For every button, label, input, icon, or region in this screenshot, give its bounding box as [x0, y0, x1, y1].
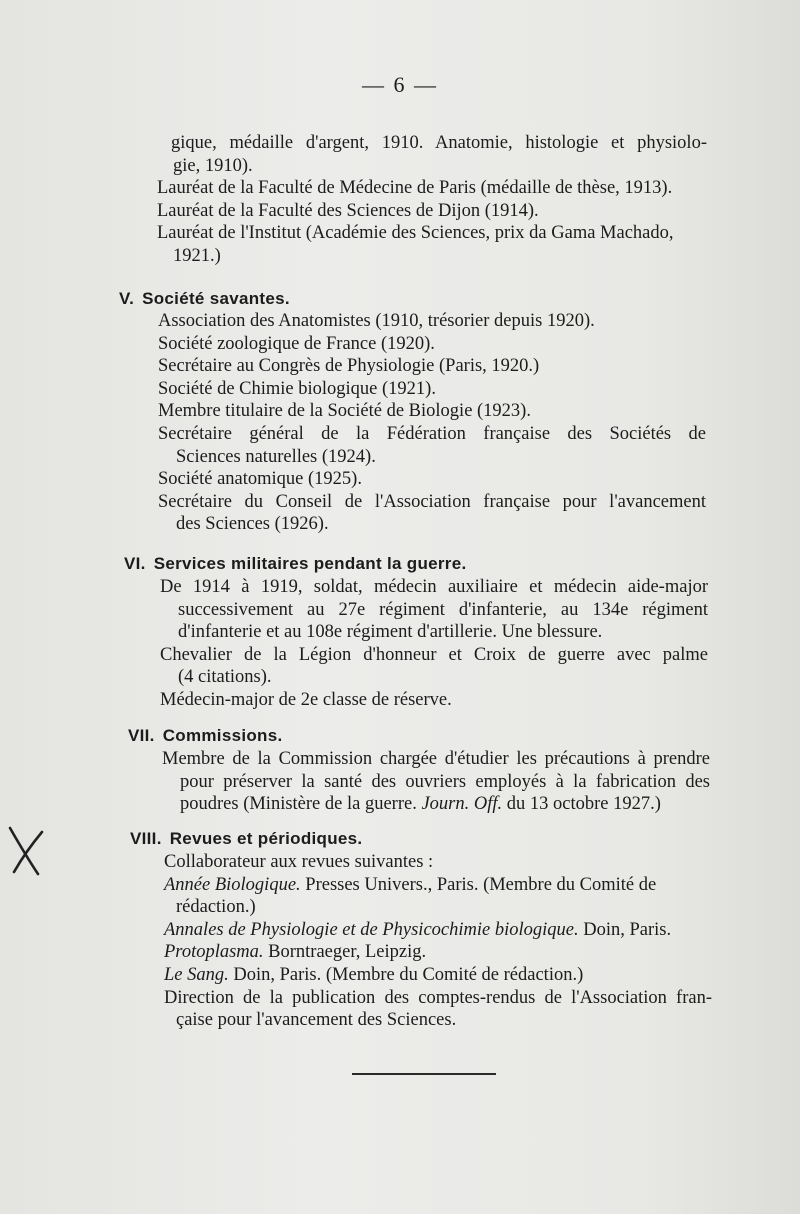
journal-title: Annales de Physiologie et de Physicochimie biologique. — [164, 919, 579, 940]
section-line — [164, 964, 712, 987]
journal-publisher: Doin, Paris. — [583, 919, 672, 940]
section-line: (4 citations). — [178, 667, 272, 688]
section-line: Membre titulaire de la Société de Biologie (1923). — [158, 401, 531, 422]
section-heading-vii — [128, 726, 283, 746]
intro-line: Lauréat de la Faculté des Sciences de Dijon (1914). — [157, 200, 539, 221]
section-vii-body — [162, 748, 710, 816]
section-title: Revues et périodiques. — [169, 829, 363, 848]
journal-publisher: Doin, Paris. (Membre du Comité de rédaction.) — [233, 964, 584, 985]
section-heading-vi — [124, 554, 467, 574]
section-line: Chevalier de la Légion d'honneur et Croix de guerre avec palme — [160, 644, 708, 665]
section-line — [164, 941, 712, 964]
commission-text: poudres (Ministère de la guerre. — [180, 794, 417, 815]
intro-line: Lauréat de l'Institut (Académie des Sciences, prix da Gama Machado, — [157, 223, 674, 244]
section-line: rédaction.) — [176, 897, 256, 918]
page-number: — 6 — — [362, 72, 438, 97]
section-title: Société savantes. — [142, 289, 290, 308]
journal-title: Le Sang. — [164, 964, 229, 985]
commission-date: du 13 octobre 1927.) — [506, 794, 661, 815]
section-line — [164, 874, 712, 897]
section-line: De 1914 à 1919, soldat, médecin auxiliaire et médecin aide-major — [160, 577, 708, 597]
section-line — [180, 793, 728, 816]
section-line: Membre de la Commission chargée d'étudier les précautions à prendre — [162, 749, 710, 769]
section-line: Association des Anatomistes (1910, trésorier depuis 1920). — [158, 311, 595, 331]
section-line: Société zoologique de France (1920). — [158, 333, 435, 354]
section-line: successivement au 27e régiment d'infanterie, au 134e régiment — [178, 599, 708, 620]
section-line: Sciences naturelles (1924). — [176, 446, 376, 467]
section-number: VI. — [124, 554, 146, 573]
section-line: Secrétaire au Congrès de Physiologie (Paris, 1920.) — [158, 356, 540, 377]
section-vi-body — [160, 576, 708, 712]
section-line: Société anatomique (1925). — [158, 469, 362, 490]
section-number: VII. — [128, 726, 155, 745]
section-v-body — [158, 310, 706, 536]
section-title: Services militaires pendant la guerre. — [153, 554, 467, 573]
section-line: d'infanterie et au 108e régiment d'artillerie. Une blessure. — [178, 622, 603, 643]
journal-title: Protoplasma. — [164, 942, 264, 963]
section-line: Société de Chimie biologique (1921). — [158, 378, 436, 399]
intro-block — [157, 132, 707, 268]
section-line: Collaborateur aux revues suivantes : — [164, 852, 434, 872]
intro-line: 1921.) — [173, 245, 221, 266]
section-line: Secrétaire général de la Fédération française des Sociétés de — [158, 423, 706, 444]
section-number: V. — [119, 289, 135, 308]
intro-line: gique, médaille d'argent, 1910. Anatomie, histologie et physiolo- — [171, 133, 707, 153]
section-heading-viii — [130, 829, 362, 849]
section-viii-body — [164, 851, 712, 1032]
section-line: Direction de la publication des comptes-rendus de l'Association fran- — [164, 987, 712, 1008]
intro-line: gie, 1910). — [173, 155, 253, 176]
intro-line: Lauréat de la Faculté de Médecine de Paris (médaille de thèse, 1913). — [157, 178, 673, 199]
section-number: VIII. — [130, 829, 162, 848]
handwritten-x-mark — [4, 822, 48, 878]
section-line: pour préserver la santé des ouvriers employés à la fabrication des — [180, 771, 710, 792]
journal-publisher: Borntraeger, Leipzig. — [268, 942, 427, 963]
journal-title: Année Biologique. — [164, 874, 301, 895]
journal-publisher: Presses Univers., Paris. (Membre du Comité de — [305, 874, 657, 895]
section-title: Commissions. — [162, 726, 283, 745]
journal-reference: Journ. Off. — [421, 794, 503, 815]
section-line — [164, 919, 712, 942]
section-line: des Sciences (1926). — [176, 514, 329, 535]
end-rule — [352, 1073, 496, 1075]
section-heading-v — [119, 289, 290, 309]
section-line: çaise pour l'avancement des Sciences. — [176, 1010, 457, 1031]
section-line: Secrétaire du Conseil de l'Association française pour l'avancement — [158, 491, 706, 512]
section-line: Médecin-major de 2e classe de réserve. — [160, 689, 452, 710]
